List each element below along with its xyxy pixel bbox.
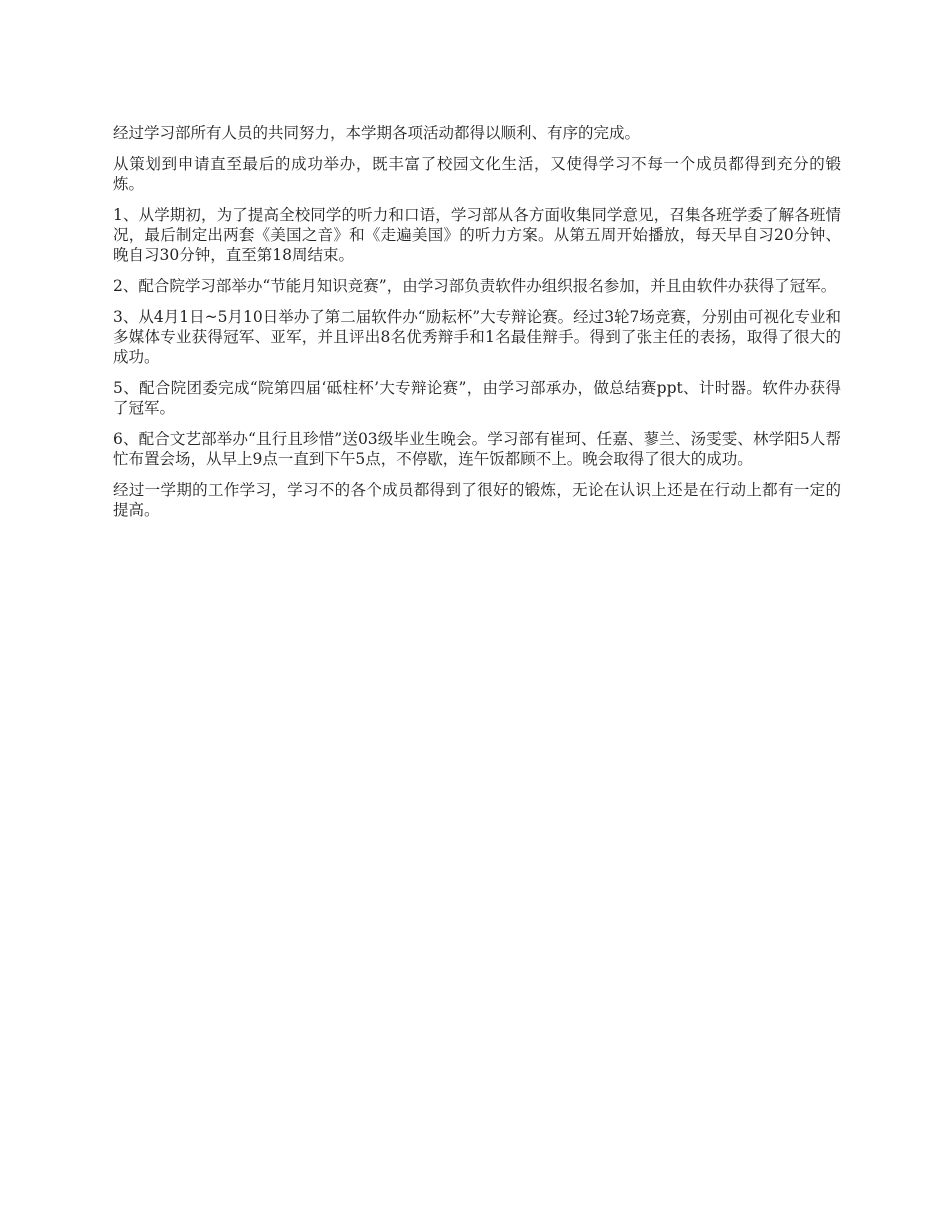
paragraph-item-5: 5、配合院团委完成“院第四届‘砥柱杯’大专辩论赛”，由学习部承办，做总结赛ppt、计时器。软件办获得了冠军。 bbox=[113, 379, 841, 417]
paragraph-intro: 经过学习部所有人员的共同努力，本学期各项活动都得以顺利、有序的完成。 bbox=[113, 124, 641, 142]
paragraph-summary: 从策划到申请直至最后的成功举办，既丰富了校园文化生活，又使得学习不每一个成员都得到充分的锻炼。 bbox=[113, 155, 841, 193]
paragraph-item-1: 1、从学期初，为了提高全校同学的听力和口语，学习部从各方面收集同学意见，召集各班学委了解各班情况，最后制定出两套《美国之音》和《走遍美国》的听力方案。从第五周开始播放，每天早自习20分钟、晚自习30分钟，直至第18周结束。 bbox=[113, 206, 841, 264]
paragraph-item-6: 6、配合文艺部举办“且行且珍惜”送03级毕业生晚会。学习部有崔珂、任嘉、蓼兰、汤雯雯、林学阳5人帮忙布置会场，从早上9点一直到下午5点，不停歇，连午饭都顾不上。晚会取得了很大的成功。 bbox=[113, 430, 841, 468]
document-body bbox=[113, 123, 841, 531]
paragraph-conclusion: 经过一学期的工作学习，学习不的各个成员都得到了很好的锻炼，无论在认识上还是在行动上都有一定的提高。 bbox=[113, 481, 841, 519]
paragraph-item-2: 2、配合院学习部举办“节能月知识竞赛”，由学习部负责软件办组织报名参加，并且由软件办获得了冠军。 bbox=[113, 277, 837, 295]
paragraph-item-3: 3、从4月1日~5月10日举办了第二届软件办“励耘杯”大专辩论赛。经过3轮7场竞赛，分别由可视化专业和多媒体专业获得冠军、亚军，并且评出8名优秀辩手和1名最佳辩手。得到了张主任的表扬，取得了很大的成功。 bbox=[113, 308, 841, 366]
